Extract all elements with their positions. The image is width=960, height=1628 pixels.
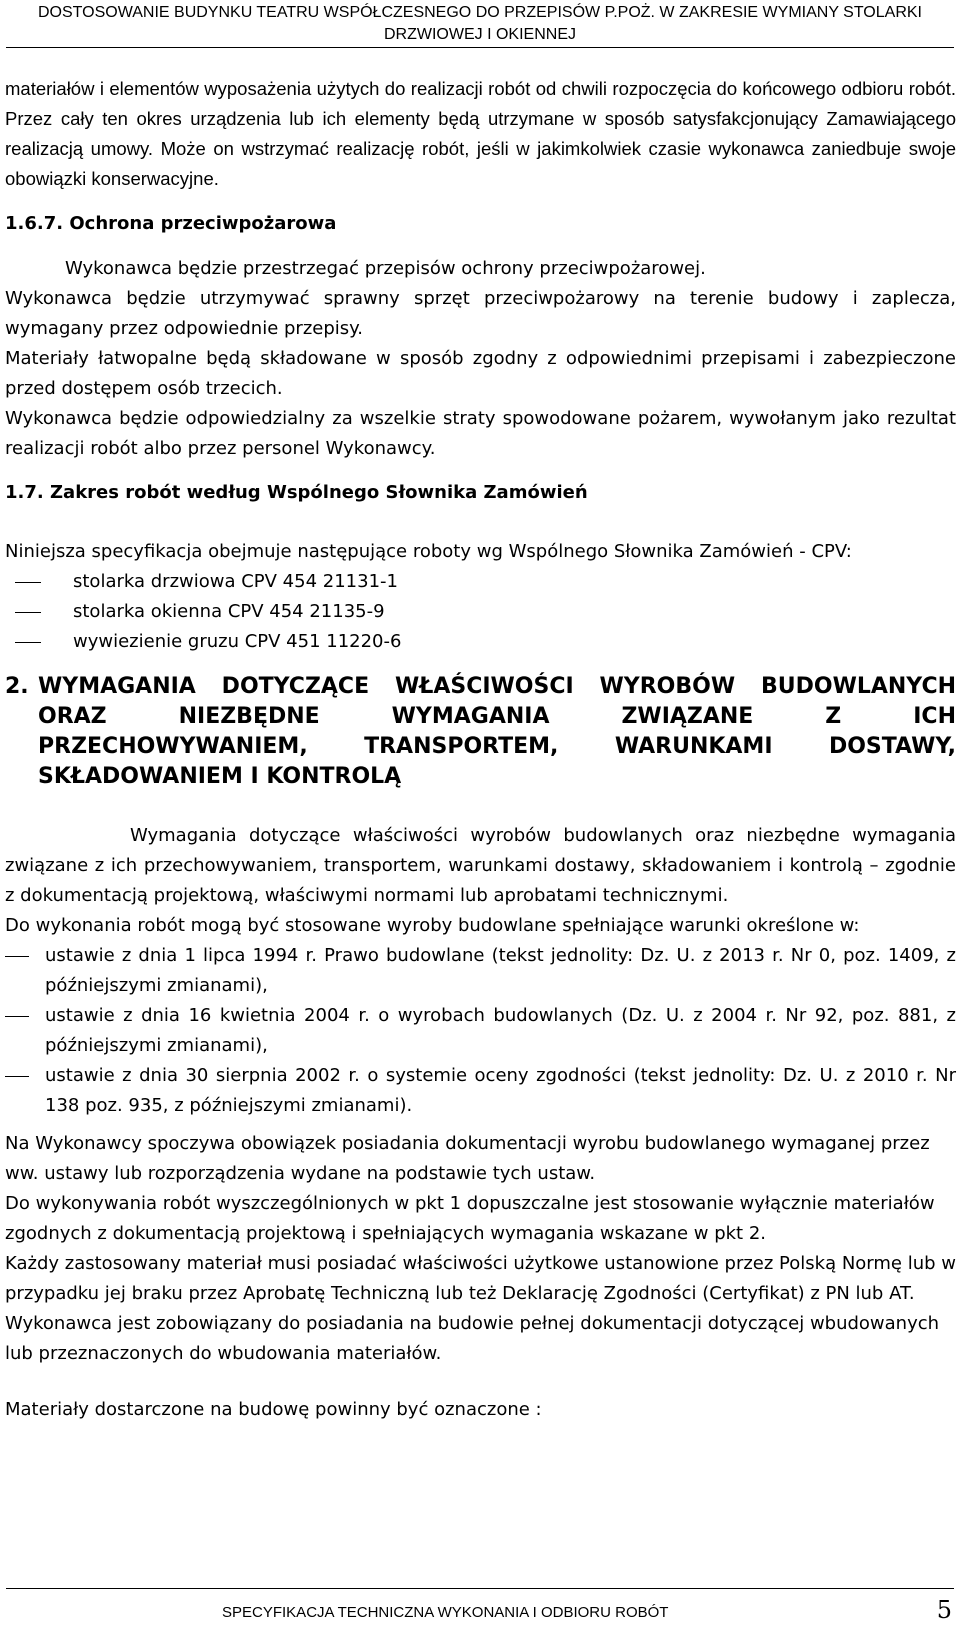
section-2-heading-line-2: ORAZ NIEZBĘDNE WYMAGANIA ZWIĄZANE Z ICH [38, 704, 956, 729]
list-item: wywiezienie gruzu CPV 451 11220-6 [5, 627, 956, 657]
law-list [5, 941, 956, 1121]
s167-paragraph-3: Materiały łatwopalne będą składowane w sposób zgodny z odpowiednimi przepisami i zabezpieczone przed dostępem osób trzecich. [5, 348, 956, 399]
s2-paragraph-2: Do wykonania robót mogą być stosowane wyroby budowlane spełniające warunki określone w: [5, 915, 860, 936]
list-item: ustawie z dnia 30 sierpnia 2002 r. o systemie oceny zgodności (tekst jednolity: Dz. U. z 2010 r. Nr 138 poz. 935, z późniejszymi zmianami). [5, 1061, 956, 1121]
header-line-1: DOSTOSOWANIE BUDYNKU TEATRU WSPÓŁCZESNEGO DO PRZEPISÓW P.POŻ. W ZAKRESIE WYMIANY STOLARKI [38, 4, 922, 21]
section-2-heading [5, 672, 956, 792]
list-item: ustawie z dnia 1 lipca 1994 r. Prawo budowlane (tekst jednolity: Dz. U. z 2013 r. Nr 0, poz. 1409, z późniejszymi zmianami), [5, 941, 956, 1001]
section-2-number: 2. [5, 674, 29, 699]
intro-paragraph: materiałów i elementów wyposażenia użytych do realizacji robót od chwili rozpoczęcia do końcowego odbioru robót. Przez cały ten okres urządzenia lub ich elementy będą utrzymane w sposób satysfakcjonujący Zamawiającego realizacją umowy. Może on wstrzymać realizację robót, jeśli w jakimkolwiek czasie wykonawca zaniedbuje swoje obowiązki konserwacyjne. [5, 78, 956, 189]
s2-paragraph-7: Materiały dostarczone na budowę powinny być oznaczone : [5, 1399, 542, 1420]
section-1-6-7-heading: 1.6.7. Ochrona przeciwpożarowa [5, 213, 337, 234]
s2-paragraph-1: Wymagania dotyczące właściwości wyrobów budowlanych oraz niezbędne wymagania związane z ich przechowywaniem, transportem, warunkami dostawy, składowaniem i kontrolą – zgodnie z dokumentacją projektową, właściwymi normami lub aprobatami technicznymi. [5, 825, 956, 906]
section-2-heading-line-3: PRZECHOWYWANIEM, TRANSPORTEM, WARUNKAMI DOSTAWY, [38, 734, 956, 759]
list-item: stolarka okienna CPV 454 21135-9 [5, 597, 956, 627]
s2-paragraph-6: Wykonawca jest zobowiązany do posiadania na budowie pełnej dokumentacji dotyczącej wbudowanych lub przeznaczonych do wbudowania materiałów. [5, 1313, 940, 1364]
s167-paragraph-1: Wykonawca będzie przestrzegać przepisów ochrony przeciwpożarowej. [65, 258, 706, 279]
cpv-list [5, 567, 956, 657]
footer-rule [6, 1588, 954, 1589]
document-body [5, 74, 956, 1425]
s167-paragraph-2: Wykonawca będzie utrzymywać sprawny sprzęt przeciwpożarowy na terenie budowy i zaplecza, wymagany przez odpowiednie przepisy. [5, 288, 956, 339]
list-item: ustawie z dnia 16 kwietnia 2004 r. o wyrobach budowlanych (Dz. U. z 2004 r. Nr 92, poz. 881, z późniejszymi zmianami), [5, 1001, 956, 1061]
header-rule [6, 47, 954, 48]
section-2-heading-line-4: SKŁADOWANIEM I KONTROLĄ [38, 764, 402, 789]
s2-paragraph-5: Każdy zastosowany materiał musi posiadać właściwości użytkowe ustanowione przez Polską Normę lub w przypadku jej braku przez Aprobatę Techniczną lub też Deklarację Zgodności (Certyfikat) z PN lub AT. [5, 1253, 957, 1304]
footer-title: SPECYFIKACJA TECHNICZNA WYKONANIA I ODBIORU ROBÓT [222, 1604, 669, 1621]
list-item: stolarka drzwiowa CPV 454 21131-1 [5, 567, 956, 597]
section-2-heading-line-1: WYMAGANIA DOTYCZĄCE WŁAŚCIWOŚCI WYROBÓW BUDOWLANYCH [38, 674, 956, 699]
page-number: 5 [936, 1596, 952, 1624]
s2-paragraph-4: Do wykonywania robót wyszczególnionych w pkt 1 dopuszczalne jest stosowanie wyłącznie materiałów zgodnych z dokumentacją projektową i spełniających wymagania wskazane w pkt 2. [5, 1193, 935, 1244]
s17-intro: Niniejsza specyfikacja obejmuje następujące roboty wg Wspólnego Słownika Zamówień - CPV: [5, 541, 852, 562]
section-1-7-heading: 1.7. Zakres robót według Wspólnego Słownika Zamówień [5, 482, 588, 503]
s167-paragraph-4: Wykonawca będzie odpowiedzialny za wszelkie straty spowodowane pożarem, wywołanym jako rezultat realizacji robót albo przez personel Wykonawcy. [5, 408, 956, 459]
running-header [0, 2, 960, 46]
header-line-2: DRZWIOWEJ I OKIENNEJ [384, 26, 576, 43]
s2-paragraph-3: Na Wykonawcy spoczywa obowiązek posiadania dokumentacji wyrobu budowlanego wymaganej przez ww. ustawy lub rozporządzenia wydane na podstawie tych ustaw. [5, 1133, 930, 1184]
